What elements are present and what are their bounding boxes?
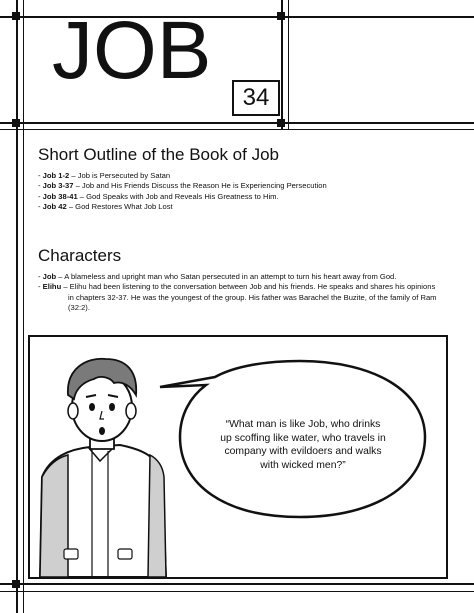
pocket-left	[64, 549, 78, 559]
sleeve-right	[148, 455, 166, 577]
character-eye-left	[89, 403, 95, 411]
list-item: - Job 42 – God Restores What Job Lost	[38, 202, 173, 212]
list-item: - Job – A blameless and upright man who Satan persecuted in an attempt to turn his heart away from God.	[38, 272, 397, 281]
character-eye-right	[109, 403, 115, 411]
characters-heading: Characters	[38, 246, 122, 265]
sleeve-left	[40, 455, 68, 577]
corner-square	[12, 119, 20, 127]
page-title: JOB	[52, 5, 212, 96]
outline-list	[38, 171, 327, 213]
page-number: 34	[232, 80, 280, 116]
character-mouth	[99, 427, 105, 435]
corner-square	[277, 12, 285, 20]
outline-heading: Short Outline of the Book of Job	[38, 145, 279, 164]
corner-square	[277, 119, 285, 127]
corner-square	[12, 580, 20, 588]
list-item: - Job 38-41 – God Speaks with Job and Reveals His Greatness to Him.	[38, 191, 279, 201]
frame-bottom-line	[0, 583, 474, 585]
list-item: - Job 1-2 – Job is Persecuted by Satan	[38, 171, 171, 180]
pocket-right	[118, 549, 132, 559]
frame-left-line-2	[23, 0, 24, 613]
list-item: - Elihu – Elihu had been listening to the conversation between Job and his friends. He speaks and shares his opinions in chapters 32-37. He was the youngest of the group. His father was Barachel the Buzite, of the family of Ram (32:2).	[38, 282, 437, 313]
frame-right-line-2	[288, 0, 289, 130]
frame-header-bottom-line-2	[0, 129, 474, 130]
frame-left-line	[16, 0, 18, 613]
corner-square	[12, 12, 20, 20]
list-item: - Job 3-37 – Job and His Friends Discuss the Reason He is Experiencing Persecution	[38, 181, 327, 191]
character-ear-left	[68, 403, 78, 419]
frame-bottom-line-2	[0, 591, 474, 592]
character-ear-right	[126, 403, 136, 419]
frame-header-bottom-line	[0, 122, 474, 124]
characters-list	[38, 272, 438, 314]
speech-bubble-text: “What man is like Job, who drinks up scoffing like water, who travels in company with evildoers and walks with wicked men?”	[220, 419, 386, 471]
